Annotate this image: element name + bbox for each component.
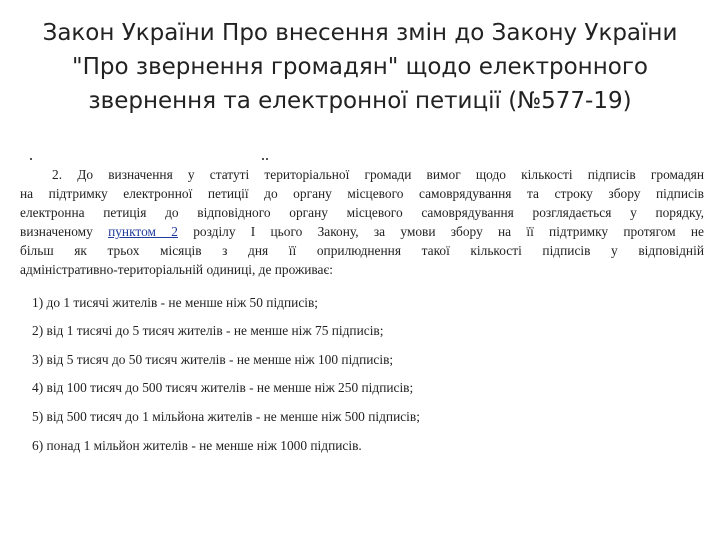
paragraph-line: адміністративно-територіальній одиниці, де проживає:	[20, 262, 333, 277]
signature-threshold-item: 4) від 100 тисяч до 500 тисяч жителів - не менше ніж 250 підписів;	[32, 380, 414, 395]
signature-threshold-item: 6) понад 1 мільйон жителів - не менше ніж 1000 підписів.	[32, 438, 362, 453]
paragraph-text: визначеному	[20, 224, 109, 239]
title-line: "Про звернення громадян" щодо електронного	[72, 54, 648, 80]
title-line: звернення та електронної петиції (№577-19)	[88, 88, 632, 114]
signature-threshold-item: 2) від 1 тисячі до 5 тисяч жителів - не менше ніж 75 підписів;	[32, 323, 384, 338]
paragraph-line-with-link	[20, 222, 704, 241]
law-excerpt-paragraph	[20, 165, 704, 279]
clause-reference-link[interactable]: пунктом 2	[108, 224, 178, 239]
paragraph-text: розділу I цього Закону, за умови збору на її підтримку протягом не	[177, 224, 704, 239]
paragraph-line: електронна петиція до відповідного органу місцевого самоврядування розглядається у порядку,	[20, 205, 704, 220]
signature-threshold-item: 1) до 1 тисячі жителів - не менше ніж 50 підписів;	[32, 295, 319, 310]
title-line: Закон України Про внесення змін до Закону України	[42, 20, 678, 46]
signature-threshold-item: 3) від 5 тисяч до 50 тисяч жителів - не менше ніж 100 підписів;	[32, 352, 394, 367]
cropped-text-fragment	[26, 156, 276, 162]
paragraph-line: 2. До визначення у статуті територіальної громади вимог щодо кількості підписів громадян	[52, 167, 704, 182]
paragraph-line: на підтримку електронної петиції до органу місцевого самоврядування та строку збору підписів	[20, 186, 704, 201]
paragraph-line: більш як трьох місяців з дня її оприлюднення такої кількості підписів у відповідній	[20, 243, 704, 258]
signature-threshold-item: 5) від 500 тисяч до 1 мільйона жителів - не менше ніж 500 підписів;	[32, 409, 420, 424]
slide-title	[20, 16, 700, 118]
